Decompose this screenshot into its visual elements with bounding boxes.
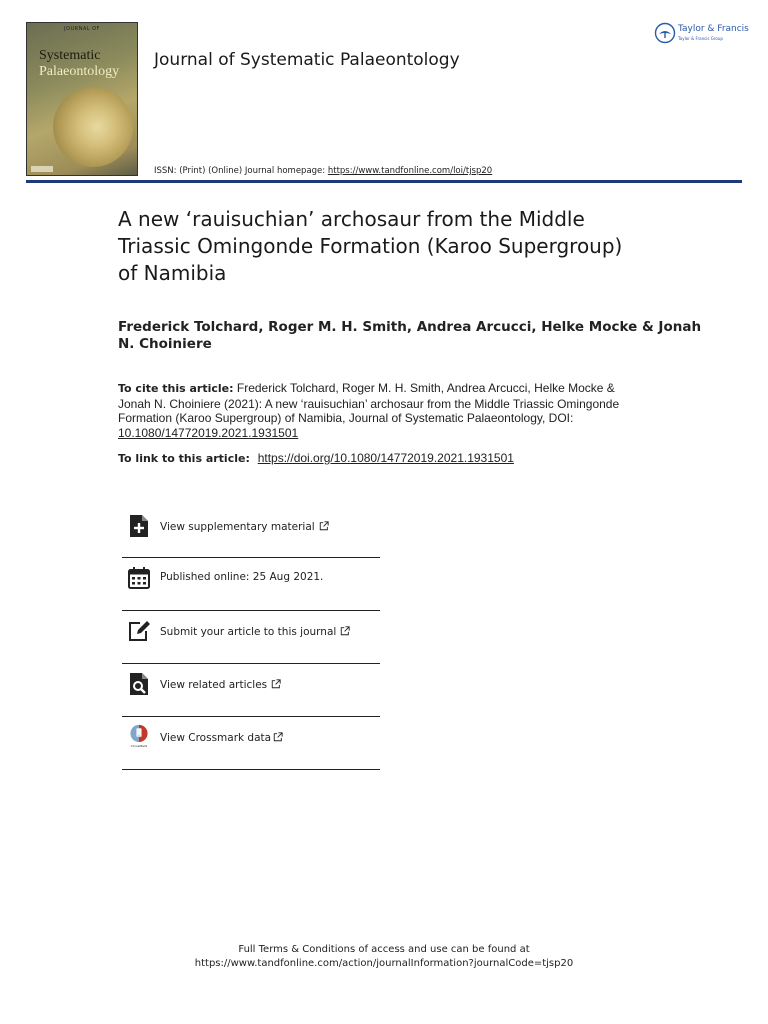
cover-publisher-mark xyxy=(31,166,53,172)
publisher-logo[interactable] xyxy=(654,22,749,48)
authors-line: N. Choiniere xyxy=(118,336,212,352)
action-related-articles[interactable] xyxy=(122,664,380,717)
publisher-subtitle: Taylor & Francis Group xyxy=(678,36,723,41)
external-link-icon xyxy=(271,679,281,689)
crossmark-icon xyxy=(127,724,151,748)
citation-block xyxy=(118,381,678,440)
action-crossmark-data[interactable] xyxy=(122,717,380,770)
action-submit-article[interactable] xyxy=(122,611,380,664)
edit-icon xyxy=(127,619,151,643)
related-articles-icon xyxy=(127,672,151,696)
journal-cover-image xyxy=(26,22,138,176)
article-title xyxy=(118,206,678,287)
action-label: View supplementary material xyxy=(160,521,329,533)
article-title-line: A new ‘rauisuchian’ archosaur from the Middle xyxy=(118,207,585,231)
external-link-icon xyxy=(340,626,350,636)
footer-line: Full Terms & Conditions of access and use can be found at xyxy=(238,944,530,955)
terms-footer xyxy=(0,943,768,971)
calendar-icon xyxy=(127,566,151,590)
issn-line xyxy=(154,166,492,176)
header-divider xyxy=(26,180,742,183)
article-title-line: Triassic Omingonde Formation (Karoo Supergroup) xyxy=(118,234,623,258)
published-online-text: Published online: 25 Aug 2021. xyxy=(160,571,324,583)
citation-doi-link[interactable]: 10.1080/14772019.2021.1931501 xyxy=(118,425,299,440)
action-label: View Crossmark data xyxy=(160,732,283,744)
supplementary-icon xyxy=(127,514,151,538)
article-link-label: To link to this article: xyxy=(118,452,254,465)
journal-name: Journal of Systematic Palaeontology xyxy=(154,50,460,70)
external-link-icon xyxy=(273,732,283,742)
citation-text: Formation (Karoo Supergroup) of Namibia, Journal of Systematic Palaeontology, DOI: xyxy=(118,411,574,425)
cover-title-line2: Palaeontology xyxy=(39,64,120,79)
citation-text: Frederick Tolchard, Roger M. H. Smith, Andrea Arcucci, Helke Mocke & xyxy=(233,381,615,395)
cover-title-line1: Systematic xyxy=(39,48,101,63)
publisher-name: Taylor & Francis xyxy=(678,24,749,34)
crossmark-icon-text: CrossMark xyxy=(130,744,148,748)
article-title-line: of Namibia xyxy=(118,261,227,285)
journal-homepage-link[interactable]: https://www.tandfonline.com/loi/tjsp20 xyxy=(327,166,493,176)
article-doi-link[interactable]: https://doi.org/10.1080/14772019.2021.1931501 xyxy=(257,451,514,465)
authors-line: Frederick Tolchard, Roger M. H. Smith, Andrea Arcucci, Helke Mocke & Jonah xyxy=(118,319,702,335)
action-label: Submit your article to this journal xyxy=(160,626,350,638)
footer-terms-link[interactable]: https://www.tandfonline.com/action/journalInformation?journalCode=tjsp20 xyxy=(194,958,574,969)
action-label: View related articles xyxy=(160,679,281,691)
publisher-logo-icon xyxy=(654,22,676,44)
citation-label: To cite this article: xyxy=(118,382,234,395)
external-link-icon xyxy=(319,521,329,531)
action-published-online xyxy=(122,558,380,611)
article-authors xyxy=(118,319,702,353)
citation-text: Jonah N. Choiniere (2021): A new ‘rauisuchian’ archosaur from the Middle Triassic Omingonde xyxy=(118,396,620,411)
cover-top-text: JOURNAL OF xyxy=(64,26,100,32)
action-supplementary-material[interactable] xyxy=(122,505,380,558)
issn-text: ISSN: (Print) (Online) Journal homepage: xyxy=(154,166,328,176)
article-link-line xyxy=(118,451,514,465)
cover-fossil-illustration xyxy=(53,87,133,167)
